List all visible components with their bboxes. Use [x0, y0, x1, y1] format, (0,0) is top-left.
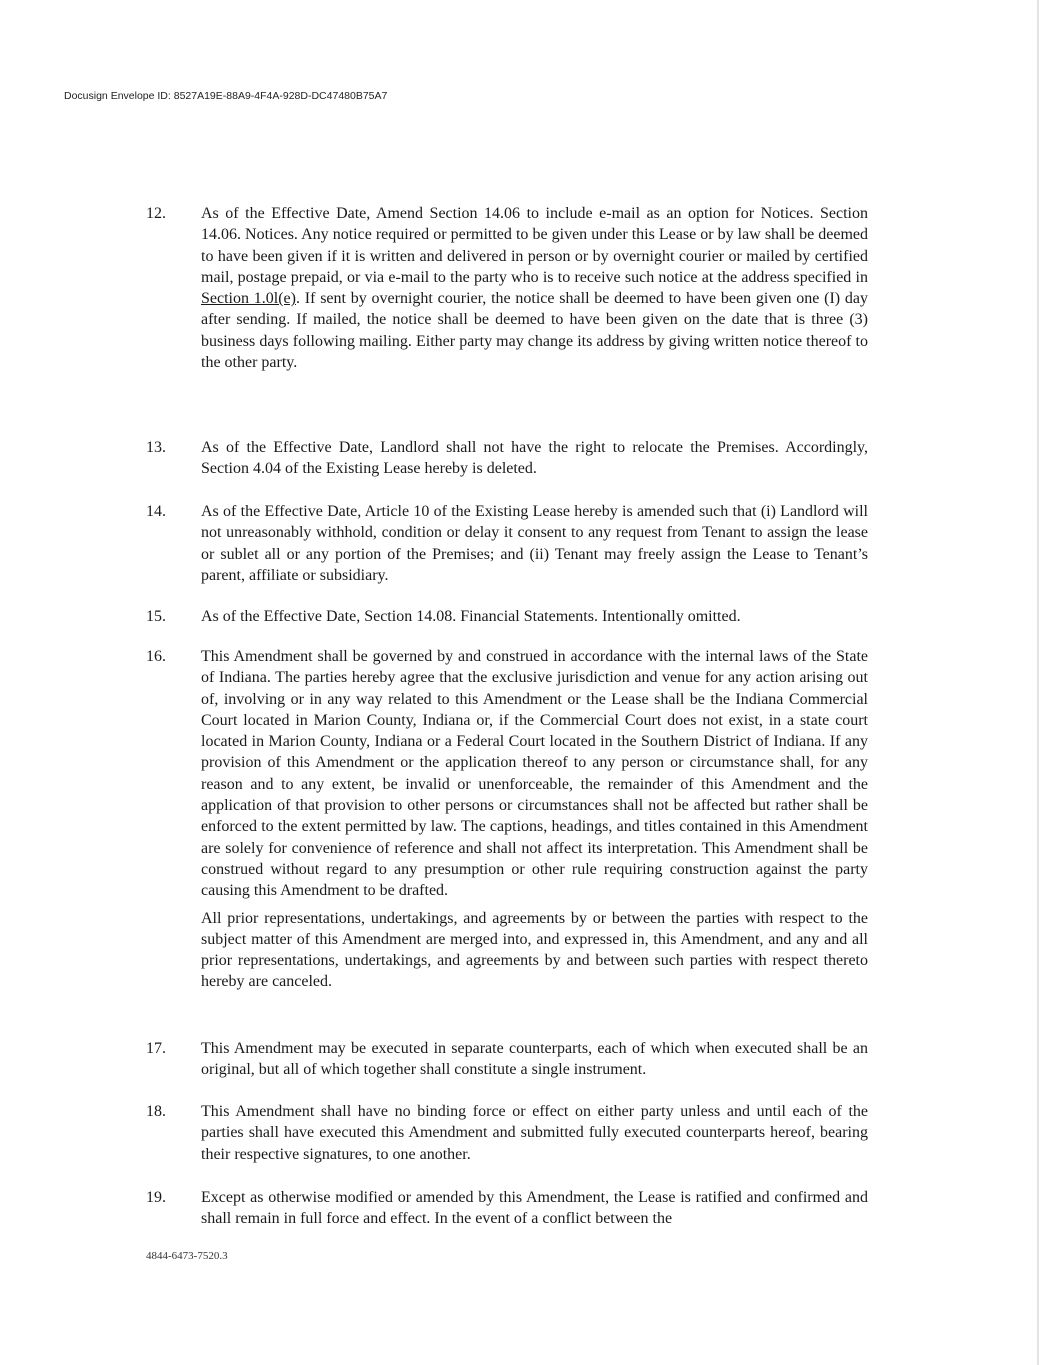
clause-number: 14.	[146, 503, 166, 520]
document-id-footer: 4844-6473-7520.3	[146, 1250, 228, 1262]
page-edge-divider	[1037, 0, 1039, 1365]
clause-number: 15.	[146, 608, 166, 625]
envelope-id: Docusign Envelope ID: 8527A19E-88A9-4F4A-928D-DC47480B75A7	[64, 90, 388, 102]
clause-19	[146, 1187, 868, 1230]
section-reference-link: Section 1.0l(e)	[201, 290, 296, 308]
clause-text: Except as otherwise modified or amended by this Amendment, the Lease is ratified and confirmed and shall remain in full force and effect. In the event of a conflict between the	[201, 1189, 868, 1228]
clause-paragraph: This Amendment shall be governed by and construed in accordance with the internal laws of the State of Indiana. The parties hereby agree that the exclusive jurisdiction and venue for any action arising out of, involving or in any way related to this Amendment or the Lease shall be the Indiana Commercial Court located in Marion County, Indiana or, if the Commercial Court does not exist, in a state court located in Marion County, Indiana or a Federal Court located in the Southern District of Indiana. If any provision of this Amendment or the application thereof to any person or circumstance shall, for any reason and to any extent, be invalid or unenforceable, the remainder of this Amendment and the application of that provision to other persons or circumstances shall not be affected but rather shall be enforced to the extent permitted by law. The captions, headings, and titles contained in this Amendment are solely for convenience of reference and shall not affect its interpretation. This Amendment shall be construed without regard to any presumption or other rule requiring construction against the party causing this Amendment to be drafted.	[201, 648, 868, 900]
clause-number: 19.	[146, 1189, 166, 1206]
clause-number: 17.	[146, 1040, 166, 1057]
clause-16	[146, 646, 868, 993]
clause-number: 18.	[146, 1103, 166, 1120]
clause-text: As of the Effective Date, Amend Section 14.06 to include e-mail as an option for Notices. Section 14.06. Notices. Any notice required or permitted to be given under this Lease or by law shall be deemed to have been given if it is written and delivered in person or by overnight courier or mailed by certified mail, postage prepaid, or via e-mail to the party who is to receive such notice at the address specified in Section 1.0l(e). If sent by overnight courier, the notice shall be deemed to have been given one (I) day after sending. If mailed, the notice shall be deemed to have been given on the date that is three (3) business days following mailing. Either party may change its address by giving written notice thereof to the other party.	[201, 205, 868, 372]
clause-15	[146, 606, 868, 627]
clause-text: As of the Effective Date, Article 10 of the Existing Lease hereby is amended such that (i) Landlord will not unreasonably withhold, condition or delay it consent to any request from Tenant to assign the lease or sublet all or any portion of the Premises; and (ii) Tenant may freely assign the Lease to Tenant’s parent, affiliate or subsidiary.	[201, 503, 868, 584]
clause-text	[201, 646, 868, 993]
clause-14	[146, 501, 868, 586]
clause-paragraph: All prior representations, undertakings, and agreements by or between the parties with respect to the subject matter of this Amendment are merged into, and expressed in, this Amendment, and any and all prior representations, undertakings, and agreements by and between such parties with respect thereto hereby are canceled.	[201, 909, 868, 991]
clause-13	[146, 437, 868, 480]
clause-12	[146, 203, 868, 373]
clause-17	[146, 1038, 868, 1081]
clause-text: As of the Effective Date, Section 14.08. Financial Statements. Intentionally omitted.	[201, 608, 741, 625]
clause-text: As of the Effective Date, Landlord shall not have the right to relocate the Premises. Accordingly, Section 4.04 of the Existing Lease hereby is deleted.	[201, 439, 868, 478]
clause-number: 12.	[146, 205, 166, 222]
clause-18	[146, 1101, 868, 1165]
clause-text: This Amendment shall have no binding force or effect on either party unless and until each of the parties shall have executed this Amendment and submitted fully executed counterparts hereof, bearing their respective signatures, to one another.	[201, 1103, 868, 1163]
clause-number: 13.	[146, 439, 166, 456]
clause-text: This Amendment may be executed in separate counterparts, each of which when executed shall be an original, but all of which together shall constitute a single instrument.	[201, 1040, 868, 1079]
clause-number: 16.	[146, 648, 166, 665]
